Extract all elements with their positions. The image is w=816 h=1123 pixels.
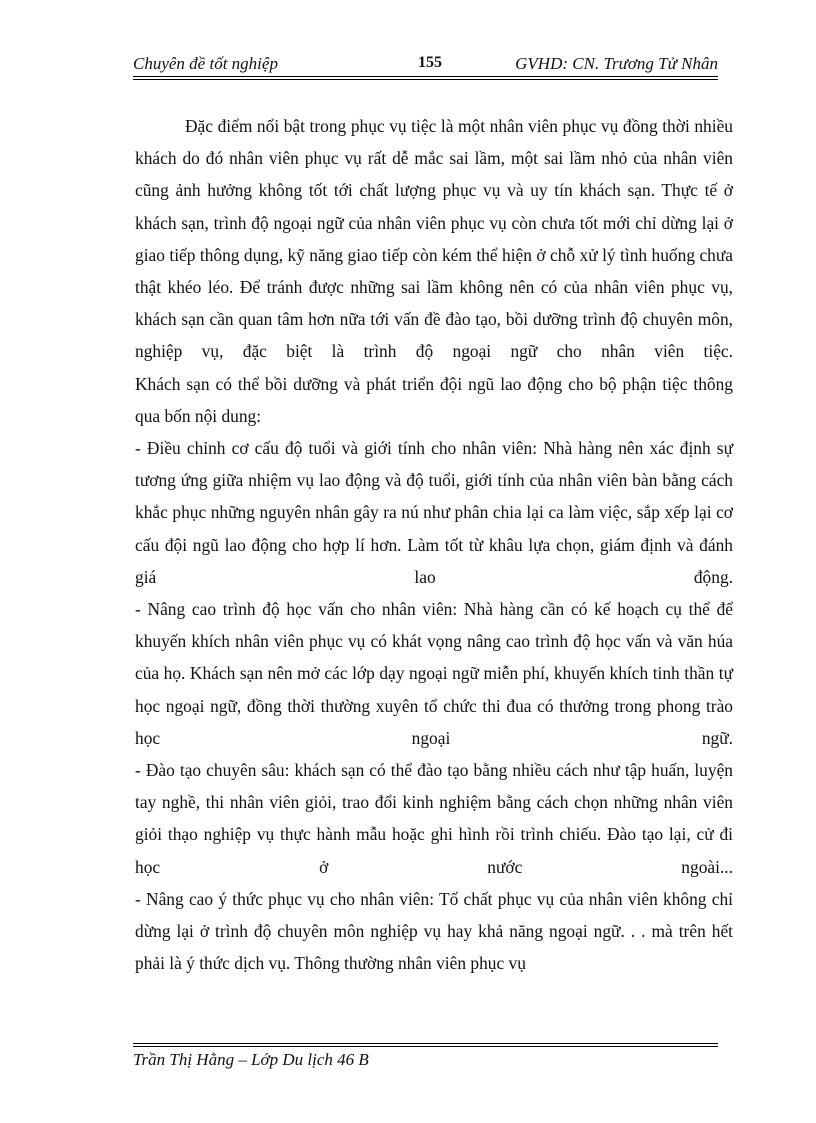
page-header xyxy=(133,50,718,76)
paragraph-four-contents: Khách sạn có thể bồi dưỡng và phát triển đội ngũ lao động cho bộ phận tiệc thông qua bốn nội dung: xyxy=(135,373,733,426)
header-rule-double xyxy=(133,79,718,80)
paragraph-intro: Đặc điểm nổi bật trong phục vụ tiệc là một nhân viên phục vụ đồng thời nhiều khách do đó nhân viên phục vụ rất dễ mắc sai lầm, một sai lầm nhỏ của nhân viên cũng ảnh hưởng không tốt tới chất lượng phục vụ và uy tín khách sạn. Thực tế ở khách sạn, trình độ ngoại ngữ của nhân viên phục vụ còn chưa tốt mới chỉ dừng lại ở giao tiếp thông dụng, kỹ năng giao tiếp còn kém thể hiện ở chỗ xử lý tình huống chưa thật khéo léo. Để tránh được những sai lầm không nên có của nhân viên phục vụ, khách sạn cần quan tâm hơn nữa tới vấn đề đào tạo, bồi dưỡng trình độ chuyên môn, nghiệp vụ, đặc biệt là trình độ ngoại ngữ cho nhân viên tiệc. xyxy=(135,116,733,362)
page-number: 155 xyxy=(418,54,442,71)
header-document-title: Chuyên đề tốt nghiệp xyxy=(133,54,278,73)
bullet-education: - Nâng cao trình độ học vấn cho nhân viên: Nhà hàng cần có kế hoạch cụ thể để khuyến khích nhân viên phục vụ có khát vọng nâng cao trình độ học vấn và văn húa của họ. Khách sạn nên mở các lớp dạy ngoại ngữ miễn phí, khuyến khích tinh thần tự học ngoại ngữ, đồng thời thường xuyên tổ chức thi đua có thưởng trong phong trào học ngoại ngữ. xyxy=(135,599,733,748)
page-footer: Trần Thị Hằng – Lớp Du lịch 46 B xyxy=(133,1050,369,1069)
bullet-age-gender: - Điều chỉnh cơ cấu độ tuổi và giới tính cho nhân viên: Nhà hàng nên xác định sự tương ứng giữa nhiệm vụ lao động và độ tuổi, giới tính của nhân viên bàn bằng cách khắc phục những nguyên nhân gây ra nú như phân chia lại ca làm việc, sắp xếp lại cơ cấu đội ngũ lao động cho hợp lí hơn. Làm tốt từ khâu lựa chọn, giám định và đánh giá lao động. xyxy=(135,438,733,587)
bullet-specialized-training: - Đào tạo chuyên sâu: khách sạn có thể đào tạo bằng nhiều cách như tập huấn, luyện tay nghề, thi nhân viên giỏi, trao đổi kinh nghiệm bằng cách chọn những nhân viên giỏi thạo nghiệp vụ thực hành mẫu hoặc ghi hình rồi trình chiếu. Đào tạo lại, cử đi học ở nước ngoài... xyxy=(135,760,733,877)
footer-rule-double xyxy=(133,1046,718,1047)
header-rule xyxy=(133,76,718,77)
document-body xyxy=(135,110,733,979)
header-advisor: GVHD: CN. Trương Tử Nhân xyxy=(515,54,718,73)
footer-rule xyxy=(133,1043,718,1044)
bullet-service-awareness: - Nâng cao ý thức phục vụ cho nhân viên: Tố chất phục vụ của nhân viên không chỉ dừng lại ở trình độ chuyên môn nghiệp vụ hay khả năng ngoại ngữ. . . mà trên hết phải là ý thức dịch vụ. Thông thường nhân viên phục vụ xyxy=(135,888,733,974)
